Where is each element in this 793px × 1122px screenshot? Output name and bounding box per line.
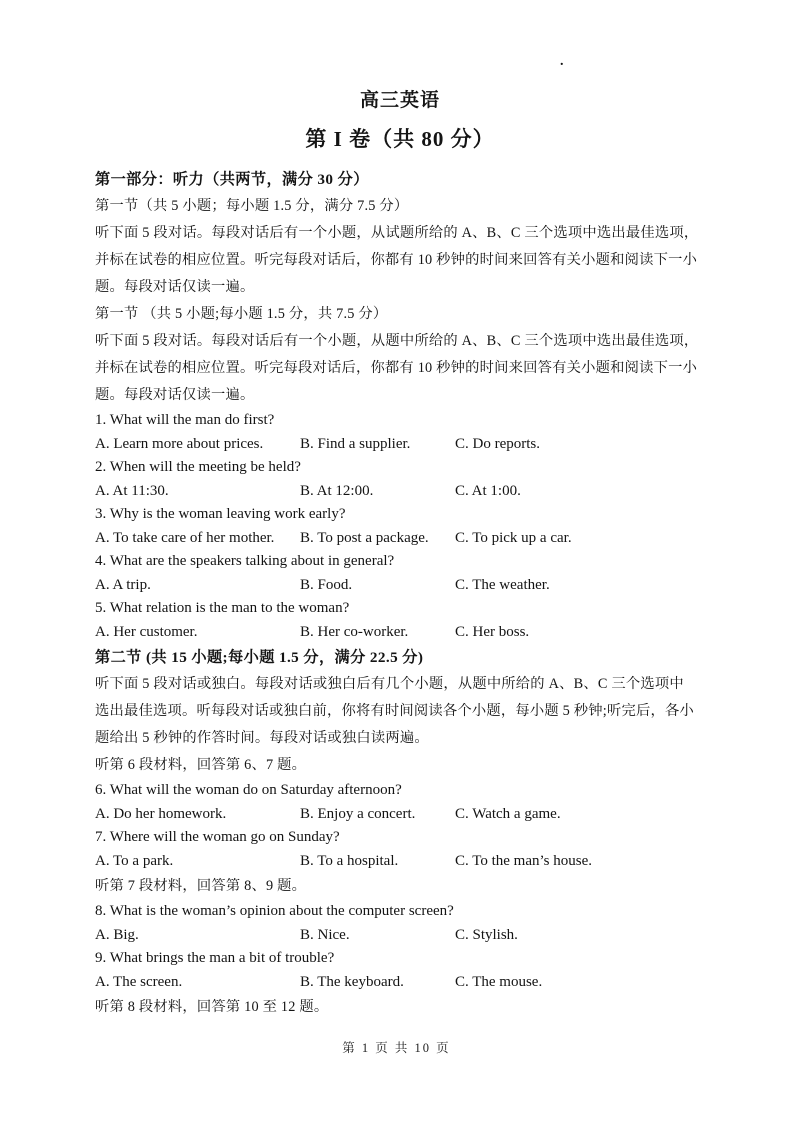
option-c: C. The mouse. [455, 973, 543, 990]
question-9-text: 9. What brings the man a bit of trouble? [95, 950, 335, 966]
option-b: B. Her co-worker. [300, 623, 409, 640]
option-b: B. Nice. [300, 926, 350, 943]
question-4-text: 4. What are the speakers talking about in general? [95, 553, 395, 569]
option-c: C. Watch a game. [455, 805, 561, 822]
question-8-options [95, 924, 705, 948]
question-3-text: 3. Why is the woman leaving work early? [95, 506, 346, 522]
question-7-options [95, 850, 705, 874]
instruction-line: 题给出 5 秒钟的作答时间。每段对话或独白读两遍。 [95, 730, 429, 746]
question-9-options [95, 971, 705, 995]
option-b: B. Food. [300, 576, 353, 593]
option-b: B. Enjoy a concert. [300, 805, 416, 822]
question-5-text: 5. What relation is the man to the woman? [95, 600, 350, 616]
instruction-line: 听下面 5 段对话。每段对话后有一个小题，从试题所给的 A、B、C 三个选项中选出最佳选项， [95, 225, 699, 241]
instruction-line: 听下面 5 段对话或独白。每段对话或独白后有几个小题，从题中所给的 A、B、C 三个选项中 [95, 676, 684, 692]
option-c: C. At 1:00. [455, 482, 521, 499]
material-6-line: 听第 6 段材料，回答第 6、7 题。 [95, 757, 307, 773]
material-7-line: 听第 7 段材料，回答第 8、9 题。 [95, 878, 307, 894]
section1-header: 第一节（共 5 小题；每小题 1.5 分，满分 7.5 分） [95, 198, 409, 214]
section2-header: 第二节 (共 15 小题;每小题 1.5 分，满分 22.5 分) [95, 649, 424, 666]
material-8-line: 听第 8 段材料，回答第 10 至 12 题。 [95, 999, 329, 1015]
option-b: B. Find a supplier. [300, 435, 411, 452]
question-1-options [95, 433, 705, 457]
question-7-text: 7. Where will the woman go on Sunday? [95, 829, 340, 845]
stray-mark: . [560, 54, 564, 69]
option-a: A. Do her homework. [95, 805, 227, 822]
option-b: B. At 12:00. [300, 482, 374, 499]
instruction-line: 并标在试卷的相应位置。听完每段对话后，你都有 10 秒钟的时间来回答有关小题和阅读下一小 [95, 252, 698, 268]
question-4-options [95, 574, 705, 598]
option-c: C. Her boss. [455, 623, 530, 640]
option-c: C. To pick up a car. [455, 529, 572, 546]
option-a: A. The screen. [95, 973, 183, 990]
option-a: A. At 11:30. [95, 482, 169, 499]
volume-heading: 第 I 卷（共 80 分） [305, 127, 495, 151]
option-a: A. Big. [95, 926, 139, 943]
question-2-options [95, 480, 705, 504]
question-3-options [95, 527, 705, 551]
instruction-line: 题。每段对话仅读一遍。 [95, 387, 255, 403]
part1-heading: 第一部分：听力（共两节，满分 30 分） [95, 171, 369, 188]
option-b: B. To post a package. [300, 529, 429, 546]
section1b-header: 第一节 （共 5 小题;每小题 1.5 分，共 7.5 分） [95, 306, 388, 322]
option-b: B. To a hospital. [300, 852, 399, 869]
option-a: A. To a park. [95, 852, 174, 869]
option-c: C. Stylish. [455, 926, 518, 943]
page-content [95, 88, 705, 1021]
option-c: C. The weather. [455, 576, 550, 593]
page-number: 第 1 页 共 10 页 [342, 1041, 451, 1055]
option-c: C. Do reports. [455, 435, 540, 452]
instruction-line: 并标在试卷的相应位置。听完每段对话后，你都有 10 秒钟的时间来回答有关小题和阅读下一小 [95, 360, 698, 376]
question-2-text: 2. When will the meeting be held? [95, 459, 301, 475]
instruction-line: 听下面 5 段对话。每段对话后有一个小题，从题中所给的 A、B、C 三个选项中选出最佳选项， [95, 333, 699, 349]
question-1-text: 1. What will the man do first? [95, 412, 275, 428]
option-a: A. To take care of her mother. [95, 529, 275, 546]
instruction-line: 选出最佳选项。听每段对话或独白前，你将有时间阅读各个小题，每小题 5 秒钟;听完后，各小 [95, 703, 694, 719]
option-c: C. To the man’s house. [455, 852, 592, 869]
page-title: 高三英语 [359, 90, 440, 111]
option-b: B. The keyboard. [300, 973, 404, 990]
option-a: A. A trip. [95, 576, 151, 593]
question-8-text: 8. What is the woman’s opinion about the computer screen? [95, 903, 454, 919]
question-6-options [95, 803, 705, 827]
option-a: A. Learn more about prices. [95, 435, 264, 452]
question-5-options [95, 621, 705, 645]
instruction-line: 题。每段对话仅读一遍。 [95, 279, 255, 295]
option-a: A. Her customer. [95, 623, 198, 640]
question-6-text: 6. What will the woman do on Saturday afternoon? [95, 782, 402, 798]
